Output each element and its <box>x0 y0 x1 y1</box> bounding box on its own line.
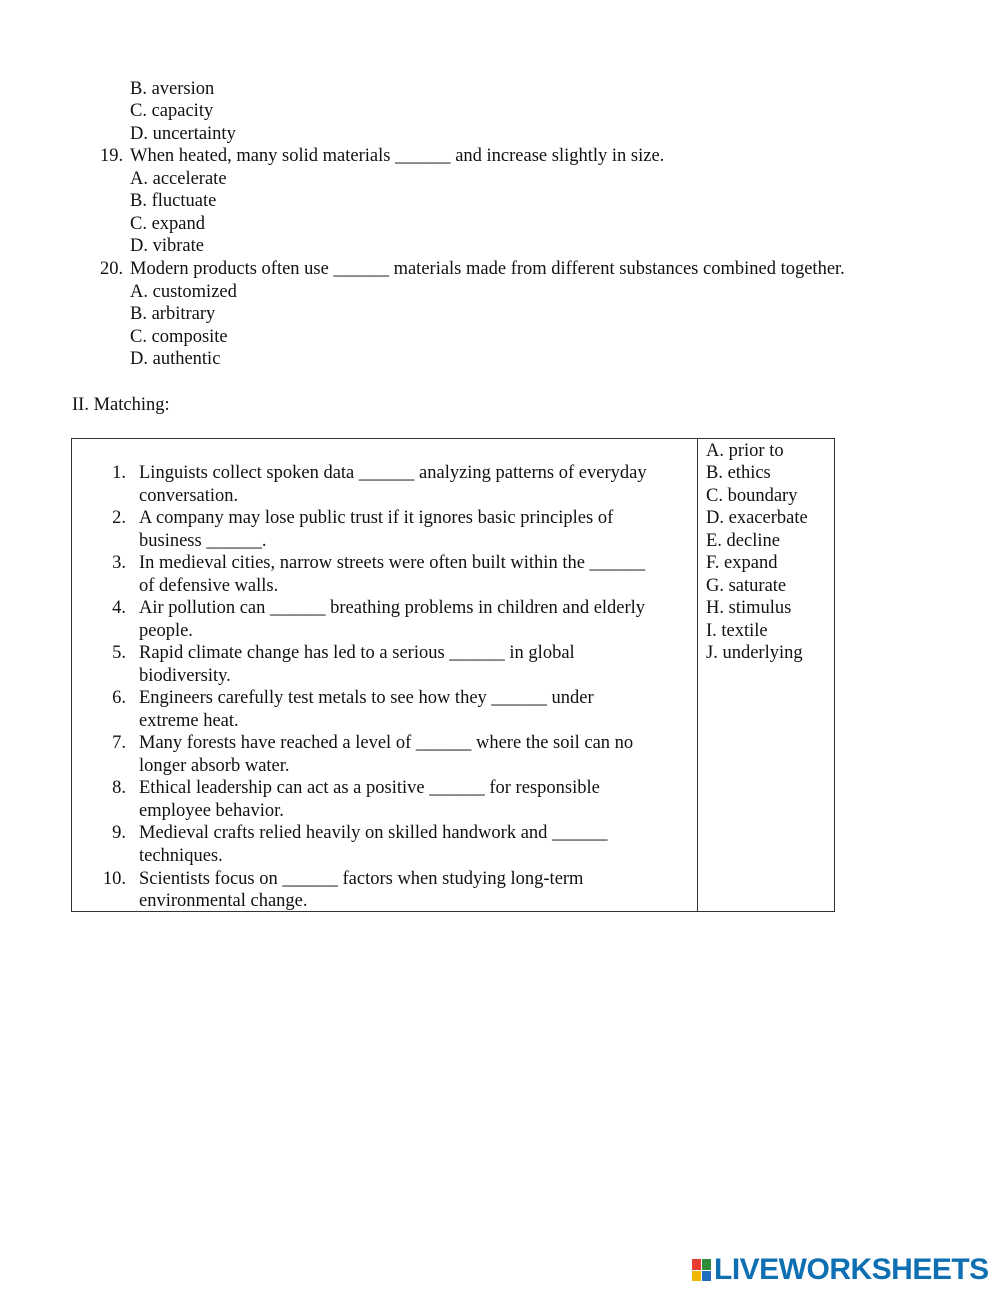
item-number: 5. <box>112 643 126 663</box>
item-number: 3. <box>112 553 126 573</box>
question-number: 19. <box>100 146 124 166</box>
word-bank-item[interactable]: G. saturate <box>706 576 787 596</box>
item-text-cont: biodiversity. <box>139 666 231 686</box>
question-number: 20. <box>100 259 124 279</box>
word-bank-item[interactable]: H. stimulus <box>706 598 792 618</box>
option: D. uncertainty <box>130 124 236 144</box>
item-text: Rapid climate change has led to a serious ______ in global <box>139 643 575 663</box>
word-bank-item[interactable]: B. ethics <box>706 463 771 483</box>
item-text-cont: business ______. <box>139 531 267 551</box>
item-number: 6. <box>112 688 126 708</box>
item-text-cont: employee behavior. <box>139 801 284 821</box>
logo-square <box>692 1271 701 1282</box>
question-text: When heated, many solid materials ______ and increase slightly in size. <box>130 146 665 166</box>
question-text: Modern products often use ______ materials made from different substances combined together. <box>130 259 845 279</box>
item-number: 10. <box>102 869 126 889</box>
item-text: Ethical leadership can act as a positive ______ for responsible <box>139 778 600 798</box>
item-text: Scientists focus on ______ factors when studying long-term <box>139 869 584 889</box>
logo-icon <box>692 1259 711 1281</box>
item-text: A company may lose public trust if it ignores basic principles of <box>139 508 614 528</box>
option: B. aversion <box>130 79 215 99</box>
logo-square <box>702 1259 711 1270</box>
item-text-cont: extreme heat. <box>139 711 239 731</box>
section-title: II. Matching: <box>72 395 170 415</box>
option[interactable]: A. accelerate <box>130 169 227 189</box>
item-number: 7. <box>112 733 126 753</box>
item-number: 1. <box>112 463 126 483</box>
matching-table <box>71 438 835 912</box>
word-bank-item[interactable]: A. prior to <box>706 441 784 461</box>
item-number: 9. <box>112 823 126 843</box>
word-bank-item[interactable]: C. boundary <box>706 486 798 506</box>
item-text-cont: conversation. <box>139 486 239 506</box>
item-number: 4. <box>112 598 126 618</box>
logo-square <box>692 1259 701 1270</box>
item-text: Medieval crafts relied heavily on skilled handwork and ______ <box>139 823 608 843</box>
option[interactable]: B. fluctuate <box>130 191 217 211</box>
item-number: 2. <box>112 508 126 528</box>
logo-square <box>702 1271 711 1282</box>
item-text: Linguists collect spoken data ______ analyzing patterns of everyday <box>139 463 647 483</box>
item-text-cont: techniques. <box>139 846 223 866</box>
word-bank-item[interactable]: I. textile <box>706 621 768 641</box>
option: C. capacity <box>130 101 214 121</box>
item-text-cont: people. <box>139 621 193 641</box>
liveworksheets-logo <box>692 1253 989 1286</box>
item-text: In medieval cities, narrow streets were often built within the ______ <box>139 553 646 573</box>
option[interactable]: D. vibrate <box>130 236 204 256</box>
word-bank-item[interactable]: E. decline <box>706 531 780 551</box>
word-bank-item[interactable]: D. exacerbate <box>706 508 808 528</box>
item-text: Many forests have reached a level of ______ where the soil can no <box>139 733 634 753</box>
option[interactable]: C. expand <box>130 214 206 234</box>
item-text: Engineers carefully test metals to see how they ______ under <box>139 688 594 708</box>
option[interactable]: B. arbitrary <box>130 304 216 324</box>
item-text: Air pollution can ______ breathing problems in children and elderly <box>139 598 646 618</box>
item-text-cont: longer absorb water. <box>139 756 290 776</box>
option[interactable]: C. composite <box>130 327 228 347</box>
item-number: 8. <box>112 778 126 798</box>
item-text-cont: environmental change. <box>139 891 308 911</box>
word-bank-item[interactable]: J. underlying <box>706 643 803 663</box>
word-bank-item[interactable]: F. expand <box>706 553 778 573</box>
option[interactable]: A. customized <box>130 282 237 302</box>
logo-text: LIVEWORKSHEETS <box>714 1253 989 1286</box>
item-text-cont: of defensive walls. <box>139 576 279 596</box>
column-divider <box>697 439 698 911</box>
option[interactable]: D. authentic <box>130 349 221 369</box>
